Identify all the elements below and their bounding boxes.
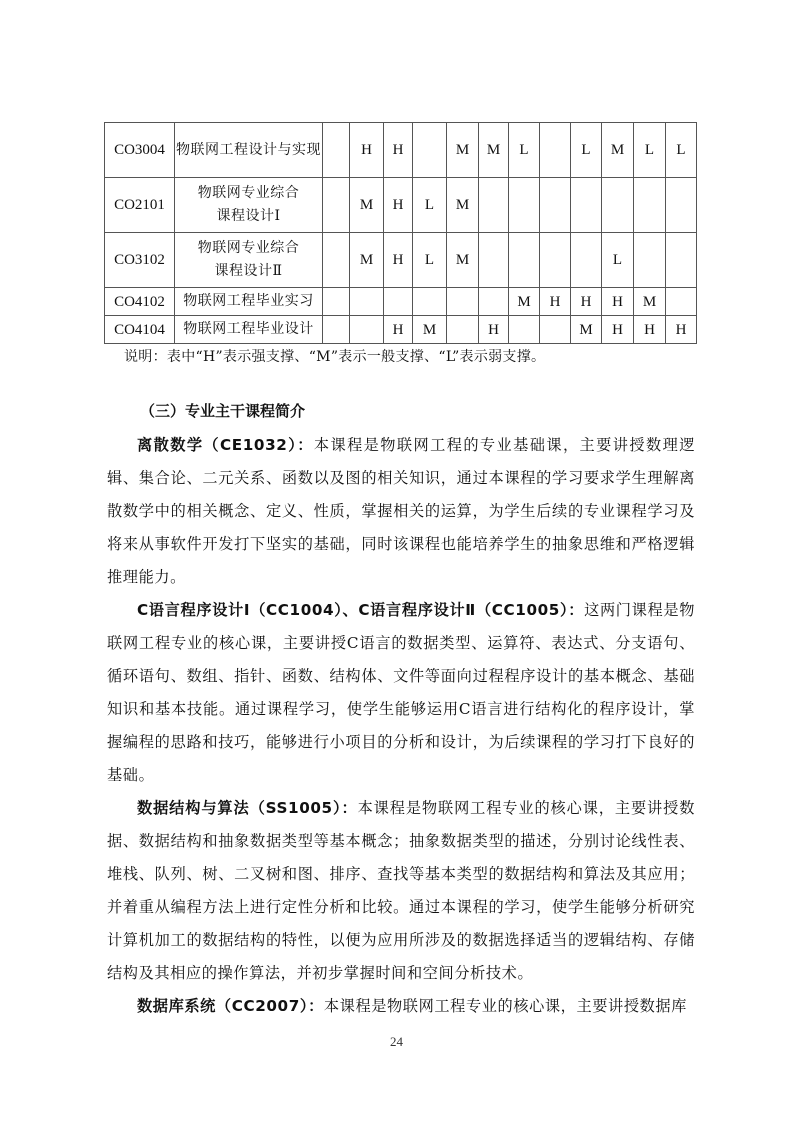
support-level-cell xyxy=(447,316,479,344)
course-code: CO2101 xyxy=(105,178,175,233)
support-level-cell xyxy=(323,288,350,316)
course-title: 数据结构与算法（SS1005）： xyxy=(137,799,358,817)
table-note: 说明：表中“H”表示强支撑、“M”表示一般支撑、“L”表示弱支撑。 xyxy=(124,349,546,365)
support-level-cell xyxy=(323,178,350,233)
support-level-cell xyxy=(323,123,350,178)
support-level-cell: M xyxy=(634,288,666,316)
support-level-cell xyxy=(479,233,509,288)
course-descriptions xyxy=(107,429,695,1023)
support-level-cell xyxy=(509,233,540,288)
support-level-cell: M xyxy=(413,316,447,344)
table-row xyxy=(105,123,697,178)
support-level-cell: M xyxy=(571,316,602,344)
course-summary: 本课程是物联网工程专业的核心课，主要讲授数据库 xyxy=(323,997,687,1015)
support-level-cell: L xyxy=(413,233,447,288)
table-row xyxy=(105,233,697,288)
support-level-cell xyxy=(540,123,571,178)
course-description xyxy=(107,990,695,1023)
support-level-cell: M xyxy=(602,123,634,178)
support-level-cell xyxy=(634,233,666,288)
course-name: 物联网工程毕业实习 xyxy=(175,288,323,316)
table-row xyxy=(105,178,697,233)
support-level-cell xyxy=(634,178,666,233)
support-level-cell: M xyxy=(509,288,540,316)
support-level-cell xyxy=(350,288,384,316)
support-level-cell xyxy=(571,233,602,288)
course-code: CO4102 xyxy=(105,288,175,316)
support-level-cell: M xyxy=(447,178,479,233)
support-level-cell xyxy=(509,178,540,233)
course-support-matrix xyxy=(104,122,697,344)
support-level-cell: M xyxy=(447,233,479,288)
course-title: 离散数学（CE1032）： xyxy=(137,436,314,454)
support-level-cell xyxy=(666,233,697,288)
course-description xyxy=(107,792,695,990)
support-level-cell: L xyxy=(413,178,447,233)
support-level-cell xyxy=(666,288,697,316)
course-name: 物联网工程毕业设计 xyxy=(175,316,323,344)
support-level-cell: H xyxy=(571,288,602,316)
course-name: 物联网工程设计与实现 xyxy=(175,123,323,178)
support-level-cell: L xyxy=(602,233,634,288)
support-level-cell xyxy=(666,178,697,233)
course-description xyxy=(107,594,695,792)
course-summary: 本课程是物联网工程的专业基础课，主要讲授数理逻辑、集合论、二元关系、函数以及图的相关知识，通过本课程的学习要求学生理解离散数学中的相关概念、定义、性质，掌握相关的运算，为学生后续的专业课程学习及将来从事软件开发打下坚实的基础，同时该课程也能培养学生的抽象思维和严格逻辑推理能力。 xyxy=(107,436,695,586)
course-summary: 这两门课程是物联网工程专业的核心课，主要讲授C语言的数据类型、运算符、表达式、分支语句、循环语句、数组、指针、函数、结构体、文件等面向过程程序设计的基本概念、基础知识和基本技能。通过课程学习，使学生能够运用C语言进行结构化的程序设计，掌握编程的思路和技巧，能够进行小项目的分析和设计，为后续课程的学习打下良好的基础。 xyxy=(107,601,695,784)
support-level-cell xyxy=(540,233,571,288)
support-level-cell: H xyxy=(666,316,697,344)
support-level-cell: L xyxy=(509,123,540,178)
support-level-cell xyxy=(602,178,634,233)
support-level-cell xyxy=(413,123,447,178)
support-level-cell: M xyxy=(479,123,509,178)
support-level-cell xyxy=(413,288,447,316)
support-level-cell: H xyxy=(384,178,413,233)
support-level-cell xyxy=(540,178,571,233)
support-level-cell xyxy=(447,288,479,316)
course-code: CO3004 xyxy=(105,123,175,178)
support-level-cell: H xyxy=(384,233,413,288)
support-level-cell xyxy=(479,288,509,316)
support-level-cell: H xyxy=(479,316,509,344)
page-number: 24 xyxy=(390,1034,403,1049)
support-level-cell: M xyxy=(350,178,384,233)
support-level-cell xyxy=(384,288,413,316)
support-level-cell: H xyxy=(634,316,666,344)
table-row xyxy=(105,288,697,316)
course-code: CO3102 xyxy=(105,233,175,288)
support-level-cell: M xyxy=(447,123,479,178)
support-level-cell: H xyxy=(350,123,384,178)
course-title: 数据库系统（CC2007）： xyxy=(137,997,324,1015)
support-level-cell: H xyxy=(540,288,571,316)
course-name: 物联网专业综合 课程设计Ⅱ xyxy=(175,233,323,288)
course-name: 物联网专业综合 课程设计Ⅰ xyxy=(175,178,323,233)
support-level-cell xyxy=(540,316,571,344)
course-title: C语言程序设计Ⅰ（CC1004）、C语言程序设计Ⅱ（CC1005）： xyxy=(137,601,585,619)
support-level-cell: M xyxy=(350,233,384,288)
table-row xyxy=(105,316,697,344)
support-level-cell: L xyxy=(634,123,666,178)
support-level-cell: L xyxy=(666,123,697,178)
support-level-cell xyxy=(350,316,384,344)
support-level-cell xyxy=(479,178,509,233)
support-level-cell xyxy=(571,178,602,233)
support-level-cell: L xyxy=(571,123,602,178)
support-level-cell xyxy=(323,316,350,344)
support-level-cell xyxy=(509,316,540,344)
course-summary: 本课程是物联网工程专业的核心课，主要讲授数据、数据结构和抽象数据类型等基本概念；抽象数据类型的描述，分别讨论线性表、堆栈、队列、树、二叉树和图、排序、查找等基本类型的数据结构和算法及其应用；并着重从编程方法上进行定性分析和比较。通过本课程的学习，使学生能够分析研究计算机加工的数据结构的特性，以便为应用所涉及的数据选择适当的逻辑结构、存储结构及其相应的操作算法，并初步掌握时间和空间分析技术。 xyxy=(107,799,695,982)
course-code: CO4104 xyxy=(105,316,175,344)
section-heading: （三）专业主干课程简介 xyxy=(140,402,306,420)
support-level-cell: H xyxy=(602,316,634,344)
support-level-cell xyxy=(323,233,350,288)
support-level-cell: H xyxy=(602,288,634,316)
support-level-cell: H xyxy=(384,316,413,344)
course-description xyxy=(107,429,695,594)
support-level-cell: H xyxy=(384,123,413,178)
